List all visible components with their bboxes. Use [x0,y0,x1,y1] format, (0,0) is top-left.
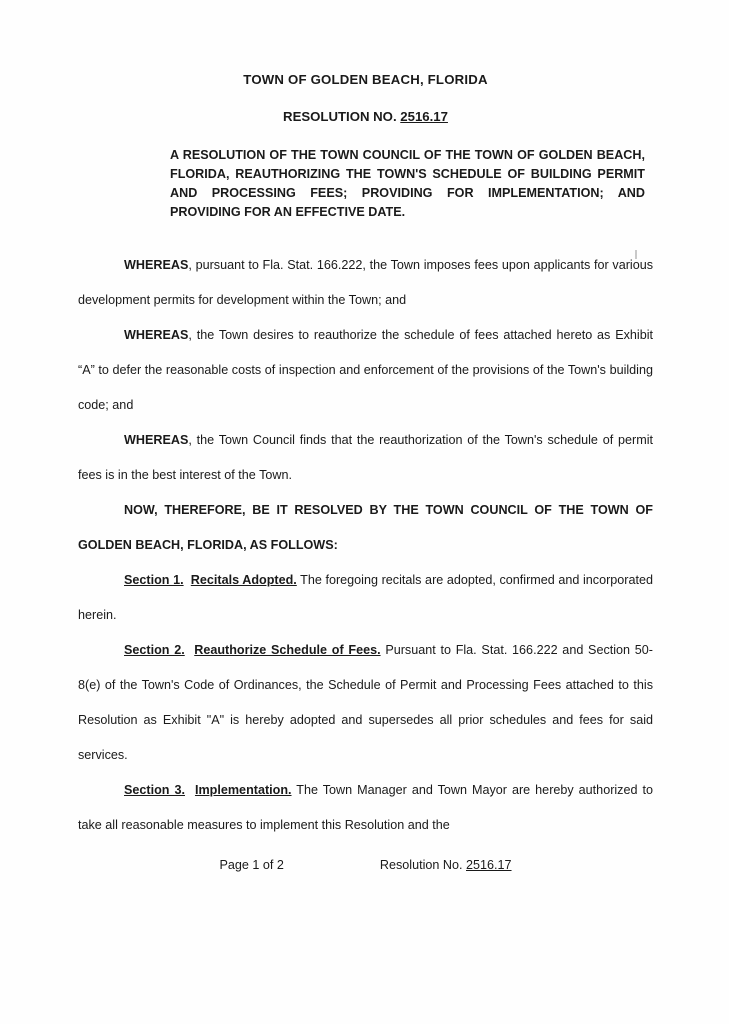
section-1-heading: Recitals Adopted. [190,573,297,587]
whereas-lead: WHEREAS [124,258,189,272]
whereas-text: , the Town Council finds that the reauthorization of the Town's schedule of permit fees is in the best interest of the Town. [78,433,653,482]
footer-resolution-number: 2516.17 [466,858,512,872]
resolution-number-value: 2516.17 [400,109,448,124]
section-3-number: Section 3. [124,783,185,797]
section-2-heading: Reauthorize Schedule of Fees. [194,643,381,657]
section-3-text: The Town Manager and Town Mayor are hereby authorized to take all reasonable measures to implement this Resolution and the [78,783,653,832]
footer-resolution [380,858,512,872]
section-2-text: Pursuant to Fla. Stat. 166.222 and Section 50-8(e) of the Town's Code of Ordinances, the Schedule of Permit and Processing Fees attached to this Resolution as Exhibit "A" is hereby adopted and supersedes all prior schedules and fees for said services. [78,643,653,762]
resolved-text: NOW, THEREFORE, BE IT RESOLVED BY THE TOWN COUNCIL OF THE TOWN OF GOLDEN BEACH, FLORIDA, AS FOLLOWS: [78,503,653,552]
whereas-paragraph-3 [78,423,653,493]
whereas-lead: WHEREAS [124,328,189,342]
resolution-caption: A RESOLUTION OF THE TOWN COUNCIL OF THE TOWN OF GOLDEN BEACH, FLORIDA, REAUTHORIZING THE TOWN'S SCHEDULE OF BUILDING PERMIT AND PROCESSING FEES; PROVIDING FOR IMPLEMENTATION; AND PROVIDING FOR AN EFFECTIVE DATE. [170,148,645,219]
whereas-text: , pursuant to Fla. Stat. 166.222, the Town imposes fees upon applicants for various development permits for development within the Town; and [78,258,653,307]
section-1-text: The foregoing recitals are adopted, confirmed and incorporated herein. [78,573,653,622]
section-2-number: Section 2. [124,643,185,657]
page-title: TOWN OF GOLDEN BEACH, FLORIDA [243,72,488,87]
section-1-number: Section 1. [124,573,184,587]
resolution-number-line [78,109,653,124]
section-3 [78,773,653,843]
document-body [78,72,653,843]
section-2 [78,633,653,773]
whereas-text: , the Town desires to reauthorize the schedule of fees attached hereto as Exhibit “A” to defer the reasonable costs of inspection and enforcement of the provisions of the Town's building code; and [78,328,653,412]
whereas-paragraph-1 [78,248,653,318]
resolution-number-label: RESOLUTION NO. [283,109,401,124]
resolved-clause [78,493,653,563]
section-3-heading: Implementation. [194,783,292,797]
page-footer [78,858,653,872]
section-1 [78,563,653,633]
footer-resolution-label: Resolution No. [379,858,466,872]
whereas-paragraph-2 [78,318,653,423]
footer-page-number: Page 1 of 2 [219,858,284,872]
whereas-lead: WHEREAS [124,433,189,447]
